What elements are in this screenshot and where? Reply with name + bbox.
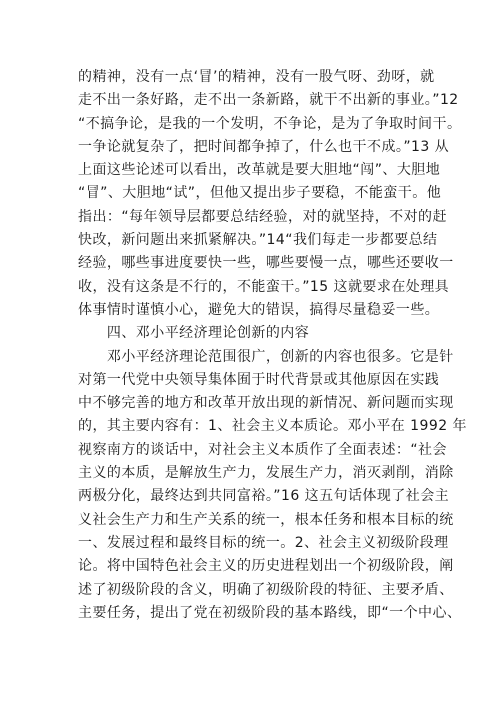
text-line: 经验，哪些事进度要快一些，哪些要慢一点，哪些还要收一 — [78, 255, 454, 272]
text-line: 视察南方的谈话中，对社会主义本质作了全面表述：“社会 — [78, 441, 447, 458]
text-line: “冒”、大胆地“试”，但他又提出步子要稳，不能蛮干。他 — [78, 185, 442, 202]
text-line: 上面这些论述可以看出，改革就是要大胆地“闯”、大胆地 — [78, 162, 441, 179]
text-line: 快改，新问题出来抓紧解决。”14“我们每走一步都要总结 — [78, 232, 438, 249]
text-line: 一争论就复杂了，把时间都争掉了，什么也干不成。”13 从 — [78, 138, 450, 155]
text-line: 一、发展过程和最终目标的统一。2、社会主义初级阶段理 — [78, 534, 449, 551]
text-line: 两极分化，最终达到共同富裕。”16 这五句话体现了社会主 — [78, 488, 450, 505]
text-line: 主义的本质，是解放生产力，发展生产力，消灭剥削，消除 — [78, 465, 454, 482]
text-line: 指出：“每年领导层都要总结经验，对的就坚持，不对的赶 — [78, 208, 447, 225]
text-line: 邓小平经济理论范围很广，创新的内容也很多。它是针 — [78, 348, 454, 365]
text-line: 体事情时谨慎小心，避免大的错误，搞得尽量稳妥一些。 — [78, 301, 440, 318]
text-line: 走不出一条好路，走不出一条新路，就干不出新的事业。”12 — [78, 92, 459, 109]
text-line: 对第一代党中央领导集体囿于时代背景或其他原因在实践 — [78, 371, 440, 388]
text-line: 中不够完善的地方和改革开放出现的新情况、新问题而实现 — [78, 395, 454, 412]
text-line: 的精神，没有一点‘冒’的精神，没有一股气呀、劲呀，就 — [78, 69, 435, 85]
body-text — [78, 66, 467, 625]
text-line: 的，其主要内容有：1、社会主义本质论。邓小平在 1992 年 — [78, 418, 467, 435]
text-line: 收，没有这条是不行的，不能蛮干。”15 这就要求在处理具 — [78, 278, 450, 295]
text-line: 论。将中国特色社会主义的历史进程划出一个初级阶段，阐 — [78, 558, 454, 575]
text-line: “不搞争论，是我的一个发明，不争论，是为了争取时间干。 — [78, 115, 462, 132]
text-line: 述了初级阶段的含义，明确了初级阶段的特征、主要矛盾、 — [78, 581, 454, 598]
text-line: 义社会生产力和生产关系的统一，根本任务和根本目标的统 — [78, 511, 454, 528]
section-heading: 四、邓小平经济理论创新的内容 — [78, 325, 310, 342]
text-line: 主要任务，提出了党在初级阶段的基本路线，即“一个中心、 — [78, 604, 462, 621]
